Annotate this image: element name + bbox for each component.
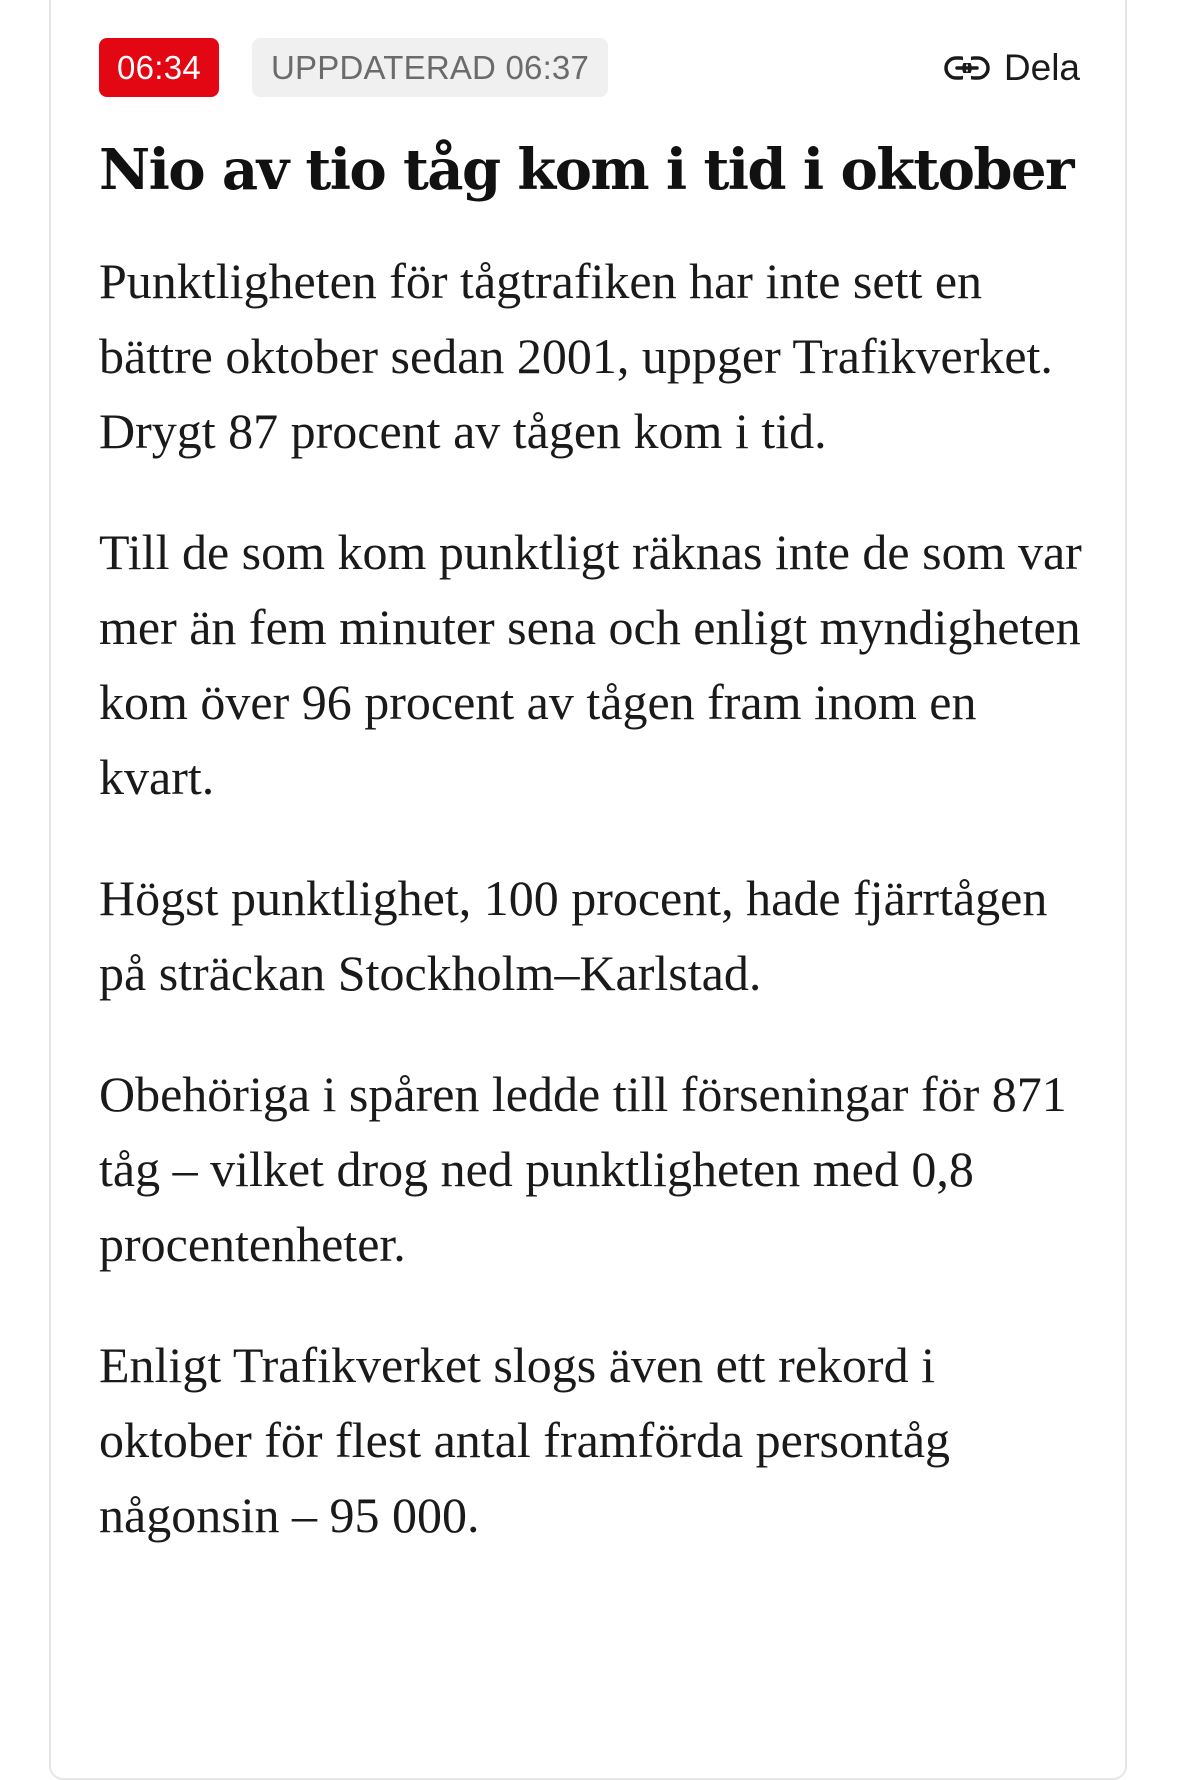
paragraph: Till de som kom punktligt räknas inte de som var mer än fem minuter sena och enligt myndigheten kom över 96 procent av tågen fram inom en kvart. [99,524,1082,805]
article-body [99,244,1084,1599]
updated-time-badge: UPPDATERAD 06:37 [252,38,608,97]
article-meta [99,38,1080,97]
link-icon [944,55,990,81]
paragraph: Punktligheten för tågtrafiken har inte sett en bättre oktober sedan 2001, uppger Trafikverket. Drygt 87 procent av tågen kom i tid. [99,253,1053,459]
paragraph: Obehöriga i spåren ledde till förseningar för 871 tåg – vilket drog ned punktligheten med 0,8 procentenheter. [99,1066,1067,1272]
article-title: Nio av tio tåg kom i tid i oktober [99,137,1073,203]
share-label: Dela [1003,46,1080,88]
paragraph: Högst punktlighet, 100 procent, hade fjärrtågen på sträckan Stockholm–Karlstad. [99,870,1048,1001]
paragraph: Enligt Trafikverket slogs även ett rekord i oktober för flest antal framförda persontåg någonsin – 95 000. [99,1337,951,1543]
published-time-badge: 06:34 [99,38,219,97]
share-button[interactable] [944,38,1080,97]
